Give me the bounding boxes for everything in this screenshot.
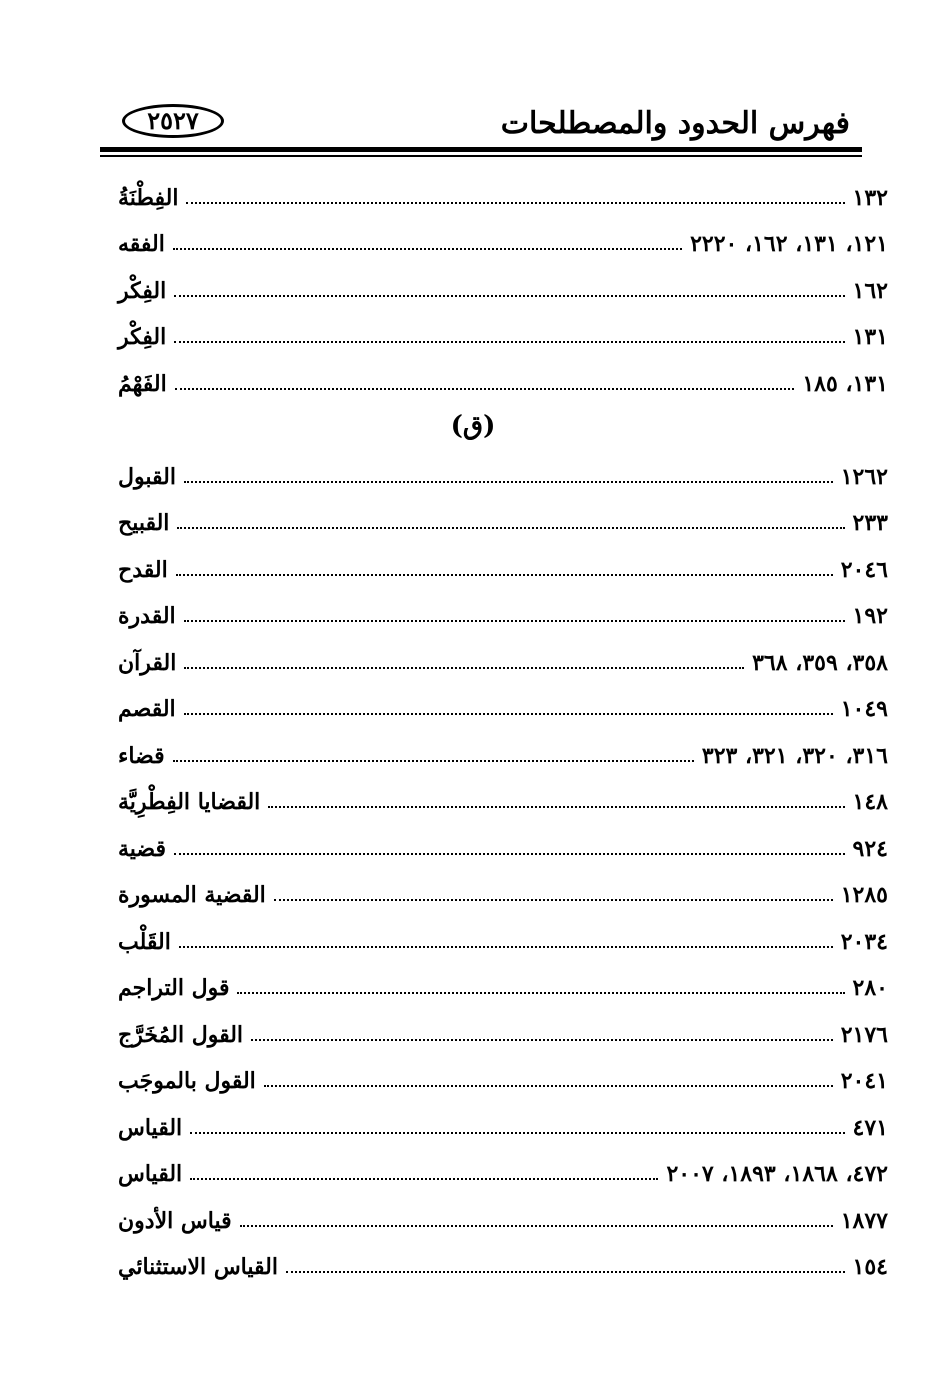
entry-pages: ١٠٤٩ [840,696,888,722]
entry-pages: ٢٠٣٤ [840,928,888,955]
entry-term: قول التراجم [118,975,230,1001]
entry-pages: ٤٧١ [852,1114,888,1141]
index-entry [118,914,888,961]
index-entry [118,728,888,775]
leader-dots [174,341,844,343]
index-entry [118,1054,888,1101]
index-entry [118,635,888,682]
index-entry [118,356,888,403]
index-entry [118,1100,888,1147]
index-entry [118,1147,888,1194]
entry-pages: ١٣٢ [852,184,888,211]
leader-dots [274,899,833,901]
entry-pages: ١٤٨ [852,789,888,815]
entry-term: قياس الأدون [118,1207,232,1234]
leader-dots [190,1178,658,1180]
index-entry [118,1193,888,1240]
entry-pages: ١٣١ [852,324,888,350]
entry-pages: ٣٥٨، ٣٥٩، ٣٦٨ [752,649,888,676]
leader-dots [174,853,845,855]
index-entry [118,449,888,496]
index-entry [118,170,888,217]
index-entry [118,542,888,589]
entry-term: الفِطْنَةُ [118,184,179,211]
page-title: فهرس الحدود والمصطلحات [500,106,850,141]
page-number-badge: ٢٥٢٧ [122,104,224,138]
leader-dots [184,713,833,715]
entry-term: القضايا الفِطْرِيَّة [118,789,261,815]
entry-term: قضية [118,835,167,862]
entry-pages: ٤٧٢، ١٨٦٨، ١٨٩٣، ٢٠٠٧ [666,1161,888,1187]
entry-term: الفِكْر [118,277,167,304]
entry-pages: ٢٣٣ [852,510,888,536]
index-entry [118,1240,888,1287]
leader-dots [186,202,844,204]
leader-dots [176,574,833,576]
header-rule-thick [100,147,862,152]
entry-term: القبول [118,463,176,490]
entry-pages: ١٦٢ [852,277,888,304]
entry-pages: ٢٠٤١ [840,1068,888,1094]
entry-pages: ١٩٢ [852,603,888,629]
entry-pages: ١٢١، ١٣١، ١٦٢، ٢٢٢٠ [690,231,888,257]
entry-pages: ١٢٨٥ [840,882,888,908]
entry-pages: ١٥٤ [852,1254,888,1280]
entry-term: القول المُخَرَّج [118,1021,244,1048]
index-entry [118,310,888,357]
entry-term: القرآن [118,649,177,676]
leader-dots [251,1039,833,1041]
leader-dots [173,760,694,762]
leader-dots [184,620,845,622]
index-entry [118,217,888,264]
index-entry [118,961,888,1008]
index-entry [118,263,888,310]
entry-pages: ٩٢٤ [852,835,888,862]
index-list [118,170,888,1286]
leader-dots [184,667,744,669]
entry-pages: ٢٠٤٦ [840,556,888,583]
entry-term: القياس [118,1114,183,1141]
section-heading: (ق) [450,410,496,441]
page-header [100,100,862,146]
entry-term: القياس [118,1161,183,1187]
leader-dots [190,1132,844,1134]
entry-pages: ١٢٦٢ [840,463,888,490]
index-entry [118,775,888,822]
leader-dots [174,295,844,297]
leader-dots [173,248,682,250]
leader-dots [177,527,844,529]
leader-dots [286,1271,845,1273]
entry-term: القَلْب [118,928,171,955]
entry-pages: ١٣١، ١٨٥ [802,370,888,397]
leader-dots [268,806,844,808]
entry-term: الفِكْر [118,324,167,350]
entry-term: القضية المسورة [118,882,266,908]
entry-term: القياس الاستثنائي [118,1254,278,1280]
index-entry [118,1007,888,1054]
header-rule-thin [100,155,862,157]
index-entry [118,682,888,729]
entry-pages: ٢٨٠ [852,975,888,1001]
leader-dots [264,1085,833,1087]
leader-dots [184,481,833,483]
entry-term: قضاء [118,742,165,769]
entry-term: القصم [118,696,176,722]
index-entry [118,589,888,636]
entry-term: القبيح [118,510,170,536]
index-entry [118,868,888,915]
entry-term: القدرة [118,603,176,629]
entry-pages: ٣١٦، ٣٢٠، ٣٢١، ٣٢٣ [701,742,888,769]
leader-dots [179,946,833,948]
entry-term: القدح [118,556,168,583]
entry-pages: ٢١٧٦ [840,1021,888,1048]
entry-term: القول بالموجَب [118,1068,256,1094]
entry-term: الفقه [118,231,165,257]
leader-dots [237,992,844,994]
leader-dots [240,1225,833,1227]
leader-dots [175,388,795,390]
entry-pages: ١٨٧٧ [840,1207,888,1234]
index-entry [118,821,888,868]
entry-term: الفَهْمُ [118,370,167,397]
index-entry [118,496,888,543]
